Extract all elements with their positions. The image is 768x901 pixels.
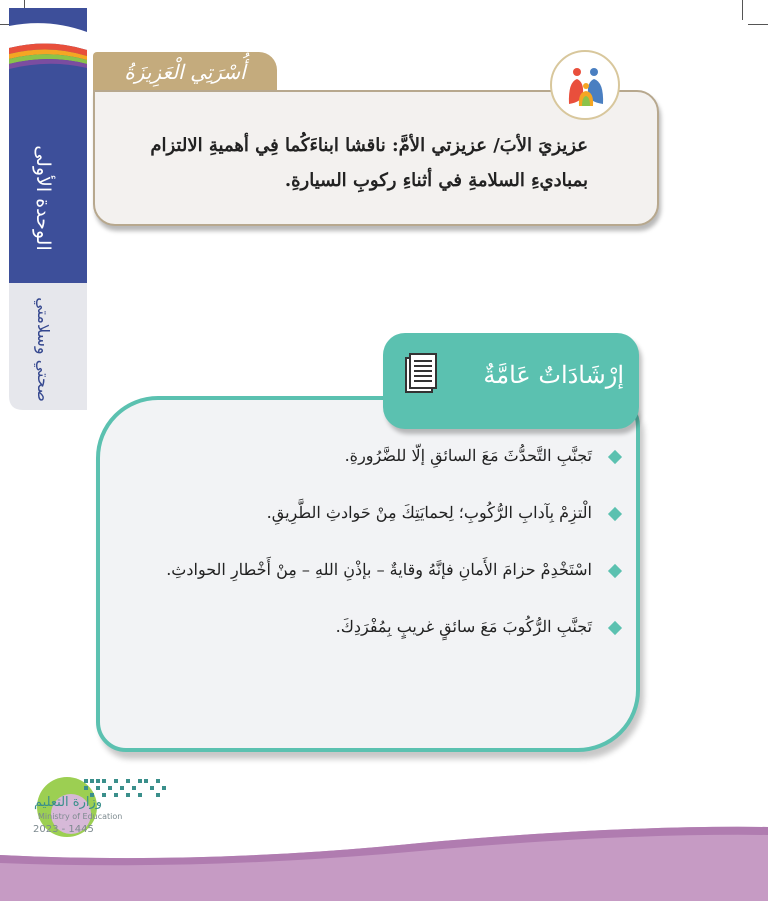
diamond-bullet-icon bbox=[608, 450, 622, 464]
family-box-title-tab bbox=[93, 52, 277, 92]
guideline-item bbox=[120, 556, 620, 613]
diamond-bullet-icon bbox=[608, 621, 622, 635]
crop-mark bbox=[742, 0, 743, 20]
diamond-bullet-icon bbox=[608, 507, 622, 521]
family-message-line: عزيزيَ الأبَ/ عزيزتي الأمَّ: ناقشا ابناءَكُما فِي أهميةِ الالتزام bbox=[150, 135, 588, 156]
guideline-item bbox=[120, 499, 620, 556]
guideline-item bbox=[120, 442, 620, 499]
family-box-title: أُسْرَتِي الْعَزِيزَةُ bbox=[124, 60, 246, 84]
topic-label bbox=[15, 290, 71, 408]
guideline-text: تَجنَّبِ التَّحدُّثَ مَعَ السائقِ إلّا للضَّرُورةِ. bbox=[344, 446, 592, 465]
ministry-name-arabic: وزارة التعليم bbox=[34, 795, 103, 810]
guideline-text: تَجنَّبِ الرُّكُوبَ مَعَ سائقٍ غريبٍ بِمُفْرَدِكَ. bbox=[335, 617, 592, 636]
diamond-bullet-icon bbox=[608, 564, 622, 578]
edition-year: 2023 - 1445 bbox=[33, 824, 94, 835]
family-message-line: بمباديءِ السلامةِ في أثناءِ ركوبِ السيارةِ. bbox=[284, 170, 588, 191]
ministry-name-english: Ministry of Education bbox=[38, 812, 123, 821]
guidelines-list bbox=[120, 442, 620, 670]
family-icon bbox=[550, 50, 620, 120]
unit-label bbox=[15, 118, 71, 278]
unit-label-text: الوحدة الأولى bbox=[32, 145, 55, 251]
guideline-item bbox=[120, 613, 620, 670]
guidelines-title: إرْشَادَاتٌ عَامَّةٌ bbox=[483, 361, 624, 389]
crop-mark bbox=[748, 24, 768, 25]
family-message bbox=[110, 128, 588, 198]
document-icon bbox=[396, 350, 446, 400]
guideline-text: اسْتَخْدِمْ حزامَ الأَمانِ فإنَّهُ وقايةٌ – بإذْنِ اللهِ – مِنْ أَخْطارِ الحوادثِ. bbox=[166, 560, 592, 579]
unit-side-tab bbox=[9, 8, 87, 410]
guideline-text: الْتزِمْ بِآدابِ الرُّكُوبِ؛ لِحمايَتِكَ مِنْ حَوادثِ الطَّرِيقِ. bbox=[266, 503, 592, 522]
topic-label-text: صحتي وسلامتي bbox=[33, 296, 53, 402]
